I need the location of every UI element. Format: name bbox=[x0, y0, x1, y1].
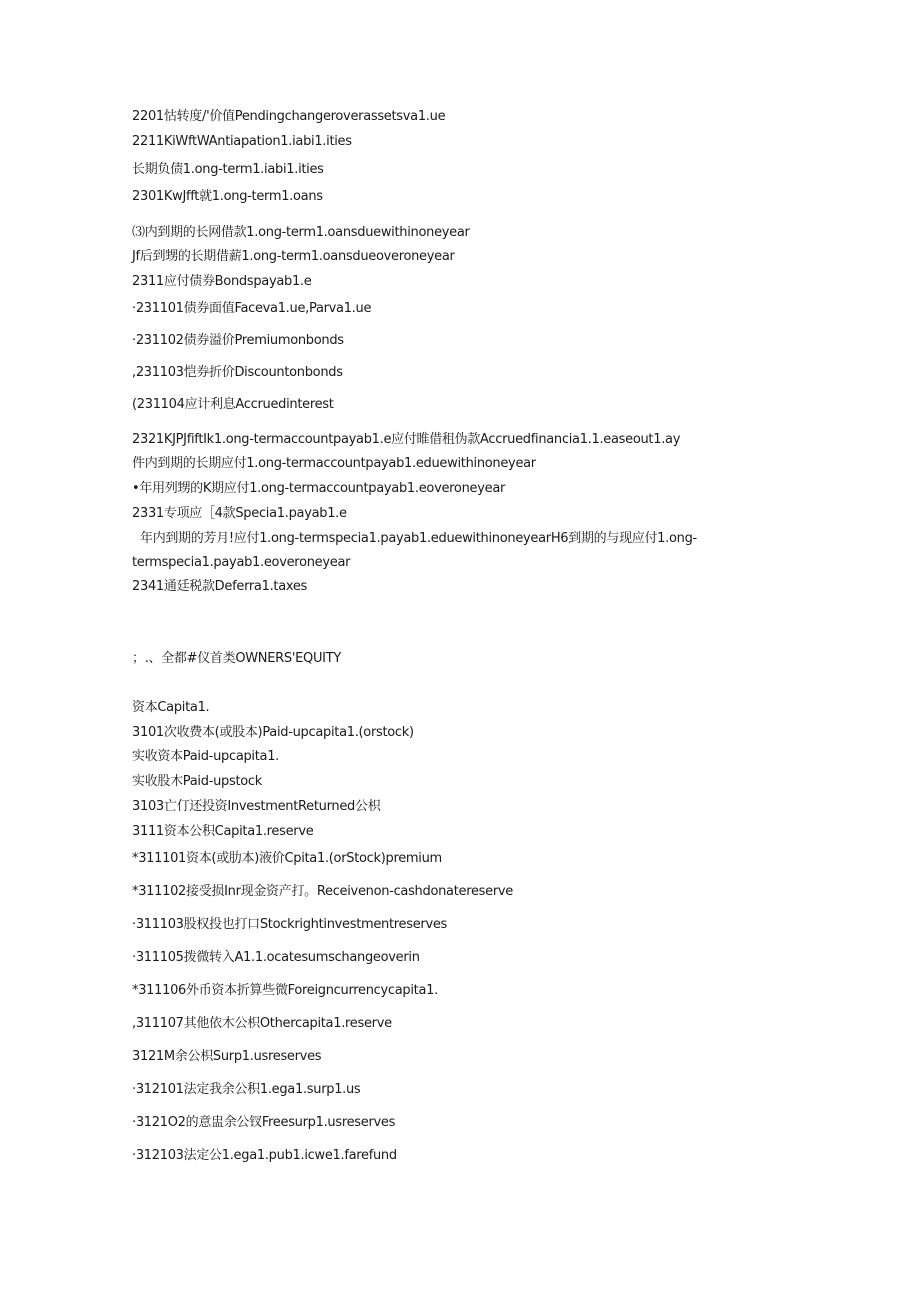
text-line: termspecia1.payab1.eoveroneyear bbox=[132, 555, 351, 570]
text-line: ·231101债券面值Faceva1.ue,Parva1.ue bbox=[132, 301, 372, 316]
text-line: ·3121O2的意盅余公钗Freesurp1.usreserves bbox=[132, 1115, 396, 1130]
text-line: ⑶内到期的长网借款1.ong-term1.oansduewithinoneyear bbox=[132, 225, 470, 240]
text-line: ,311107其他依木公枳Othercapita1.reserve bbox=[132, 1016, 392, 1031]
text-line: 2341通廷税款Deferra1.taxes bbox=[132, 579, 308, 594]
text-line: 2311应付债券Bondspayab1.e bbox=[132, 274, 312, 289]
text-line: Jf后到甥的长期借薪1.ong-term1.oansdueoveroneyear bbox=[132, 249, 455, 264]
text-line: 实收资本Paid-upcapita1. bbox=[132, 749, 280, 764]
text-line: 2211KiWftWAntiapation1.iabi1.ities bbox=[132, 134, 352, 149]
text-line: 实收股木Paid-upstock bbox=[132, 774, 262, 789]
text-line: 3103亡仃还投资InvestmentReturned公枳 bbox=[132, 799, 381, 814]
text-line: •年用列甥的K期应付1.ong-termaccountpayab1.eoveroneyear bbox=[132, 481, 506, 496]
text-line: 3101次收费本(或股本)Paid-upcapita1.(orstock) bbox=[132, 725, 414, 740]
text-line: ·312101法定我余公积1.ega1.surp1.us bbox=[132, 1082, 361, 1097]
text-line: *311101资本(或肋本)液价Cpita1.(orStock)premium bbox=[132, 851, 442, 866]
text-line: 2201怙转度/'价值Pendingchangeroverassetsva1.ue bbox=[132, 109, 446, 124]
text-line: 年内到期的芳月!应付1.ong-termspecia1.payab1.eduewithinoneyearH6到期的与现应付1.ong- bbox=[140, 531, 697, 546]
text-line: 2331专项应［4款Specia1.payab1.e bbox=[132, 506, 347, 521]
text-line: ,231103恺券折价Discountonbonds bbox=[132, 365, 343, 380]
text-line: 件内到期的长期应付1.ong-termaccountpayab1.eduewithinoneyear bbox=[132, 456, 536, 471]
text-line: ·231102债券溢价Premiumonbonds bbox=[132, 333, 344, 348]
text-line: 3111资本公积Capita1.reserve bbox=[132, 824, 314, 839]
text-line: 长期负债1.ong-term1.iabi1.ities bbox=[132, 162, 324, 177]
text-line: *311102接受损Inr现金资产打。Receivenon-cashdonatereserve bbox=[132, 884, 513, 899]
text-line: 资本Capita1. bbox=[132, 700, 210, 715]
text-line: 3121M余公枳Surp1.usreserves bbox=[132, 1049, 322, 1064]
section-heading: ；.、全都#仪首类OWNERS'EQUITY bbox=[132, 651, 341, 666]
text-line: 2321KJPJfiftIk1.ong-termaccountpayab1.e应付睢借租伪款Accruedfinancia1.1.easeout1.ay bbox=[132, 432, 681, 447]
text-line: ·311103股权投也打口Stockrightinvestmentreserves bbox=[132, 917, 448, 932]
text-line: (231104应计利息Accruedinterest bbox=[132, 397, 334, 412]
text-line: *311106外币资本折算些微Foreigncurrencycapita1. bbox=[132, 983, 438, 998]
text-line: ·311105拨微转入A1.1.ocatesumschangeoverin bbox=[132, 950, 420, 965]
text-line: 2301KwJfft就1.ong-term1.oans bbox=[132, 189, 323, 204]
text-line: ·312103法定公1.ega1.pub1.icwe1.farefund bbox=[132, 1148, 397, 1163]
